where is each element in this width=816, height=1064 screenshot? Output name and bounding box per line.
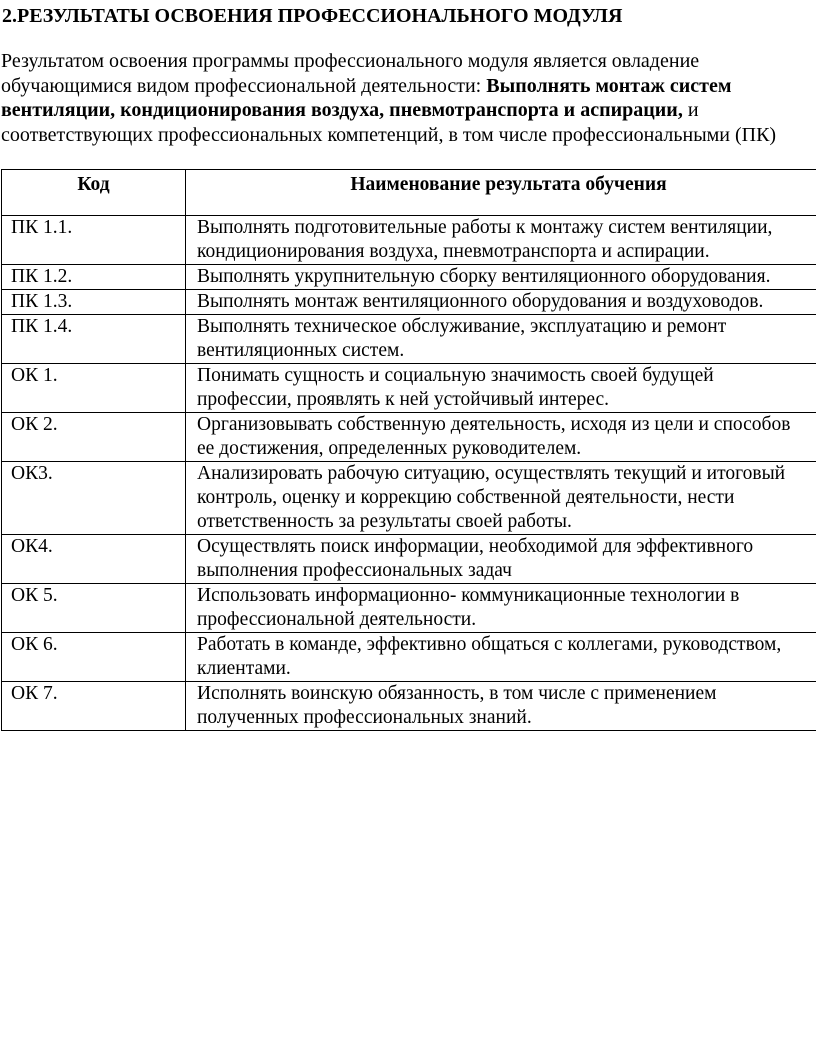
- intro-line-2-bold: Выполнять монтаж систем: [486, 74, 732, 97]
- row-description-line: профессии, проявлять к ней устойчивый интерес.: [197, 389, 610, 410]
- row-description-line: ее достижения, определенных руководителем.: [197, 438, 582, 459]
- row-description-line: кондиционирования воздуха, пневмотранспорта и аспирации.: [197, 241, 710, 262]
- row-description-line: Выполнять подготовительные работы к монтажу систем вентиляции,: [197, 217, 773, 238]
- intro-line-3-plain: и: [682, 99, 699, 121]
- table-row: [2, 364, 816, 413]
- row-description-line: Осуществлять поиск информации, необходимой для эффективного: [197, 536, 754, 557]
- row-description-line: Работать в команде, эффективно общаться с коллегами, руководством,: [197, 634, 782, 655]
- intro-line-3-bold: вентиляции, кондиционирования воздуха, пневмотранспорта и аспирации,: [1, 99, 683, 121]
- intro-line-2: [1, 74, 816, 99]
- row-code: ОК 7.: [2, 682, 186, 731]
- row-description: [186, 682, 816, 731]
- row-description: [186, 290, 816, 315]
- row-description: [186, 535, 816, 584]
- row-code: ОК 6.: [2, 633, 186, 682]
- table-row: [2, 290, 816, 315]
- intro-paragraph: [1, 49, 816, 147]
- row-code: ПК 1.4.: [2, 315, 186, 364]
- table-body: [2, 216, 816, 731]
- intro-line-4: соответствующих профессиональных компетенций, в том числе профессиональными (ПК): [1, 123, 777, 146]
- row-description-line: Выполнять монтаж вентиляционного оборудования и воздуховодов.: [197, 291, 764, 312]
- row-description-line: вентиляционных систем.: [197, 340, 405, 361]
- row-code: ПК 1.2.: [2, 265, 186, 290]
- row-description-line: Исполнять воинскую обязанность, в том числе с применением: [197, 683, 717, 704]
- table-row: [2, 633, 816, 682]
- intro-line-2-plain: обучающимися видом профессиональной деятельности:: [1, 74, 487, 97]
- row-code: ОК3.: [2, 462, 186, 535]
- row-description: [186, 364, 816, 413]
- table-row: [2, 413, 816, 462]
- row-description: [186, 633, 816, 682]
- table-row: [2, 535, 816, 584]
- row-code: ПК 1.1.: [2, 216, 186, 265]
- row-description-line: профессиональной деятельности.: [197, 609, 477, 630]
- table-row: [2, 315, 816, 364]
- row-description-line: Использовать информационно- коммуникационные технологии в: [197, 585, 740, 606]
- section-heading: 2.РЕЗУЛЬТАТЫ ОСВОЕНИЯ ПРОФЕССИОНАЛЬНОГО МОДУЛЯ: [2, 5, 623, 27]
- row-description-line: контроль, оценку и коррекцию собственной деятельности, нести: [197, 487, 735, 508]
- row-description: [186, 315, 816, 364]
- row-description-line: Выполнять укрупнительную сборку вентиляционного оборудования.: [197, 266, 771, 287]
- table-row: [2, 265, 816, 290]
- row-code: ОК4.: [2, 535, 186, 584]
- row-description-line: ответственность за результаты своей работы.: [197, 511, 572, 532]
- header-name: Наименование результата обучения: [186, 170, 816, 216]
- row-description: [186, 216, 816, 265]
- table-row: [2, 584, 816, 633]
- table-row: [2, 462, 816, 535]
- row-description: [186, 265, 816, 290]
- row-description: [186, 413, 816, 462]
- table-header-row: [2, 170, 816, 216]
- row-code: ОК 1.: [2, 364, 186, 413]
- table-row: [2, 682, 816, 731]
- intro-line-1: Результатом освоения программы профессионального модуля является овладение: [1, 50, 700, 72]
- row-description-line: выполнения профессиональных задач: [197, 560, 512, 581]
- row-description-line: клиентами.: [197, 658, 291, 679]
- row-description: [186, 584, 816, 633]
- row-description-line: Организовывать собственную деятельность, исходя из цели и способов: [197, 414, 791, 435]
- row-description-line: Понимать сущность и социальную значимость своей будущей: [197, 365, 714, 386]
- row-description: [186, 462, 816, 535]
- row-code: ОК 2.: [2, 413, 186, 462]
- table-row: [2, 216, 816, 265]
- row-description-line: Анализировать рабочую ситуацию, осуществлять текущий и итоговый: [197, 463, 786, 484]
- intro-line-3: [1, 98, 816, 123]
- header-code: Код: [2, 170, 186, 216]
- row-description-line: Выполнять техническое обслуживание, эксплуатацию и ремонт: [197, 316, 727, 337]
- row-description-line: полученных профессиональных знаний.: [197, 707, 532, 728]
- row-code: ПК 1.3.: [2, 290, 186, 315]
- row-code: ОК 5.: [2, 584, 186, 633]
- results-table: [1, 169, 816, 731]
